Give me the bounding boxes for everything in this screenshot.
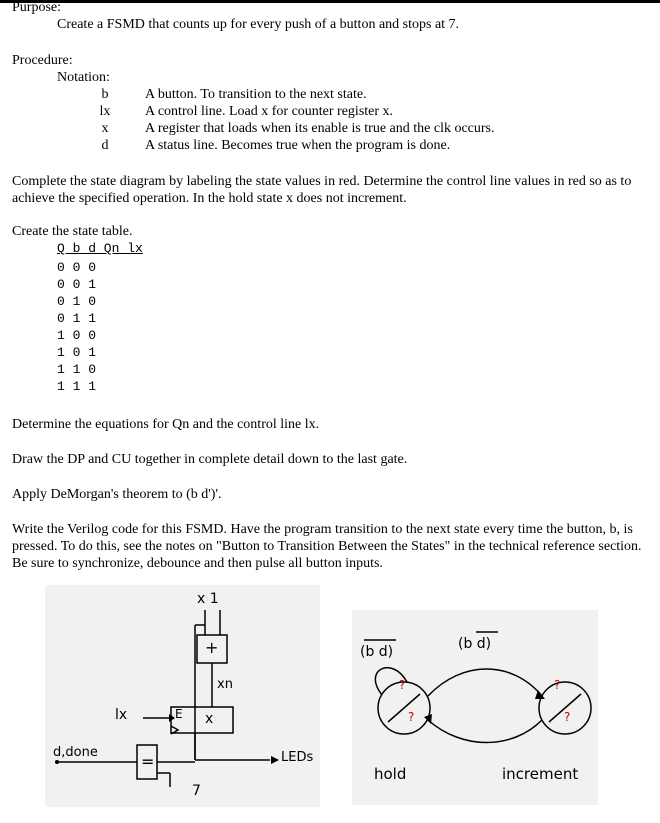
equations-instruction: Determine the equations for Qn and the control line lx.	[12, 417, 320, 432]
enable-label: E	[175, 707, 183, 721]
table-row: 0 1 0	[57, 294, 97, 309]
notation-symbol: lx	[99, 104, 111, 119]
notation-symbol: d	[101, 138, 109, 153]
create-table-instruction: Create the state table.	[12, 224, 133, 239]
procedure-heading: Procedure:	[12, 53, 73, 68]
notation-symbol: b	[101, 87, 109, 102]
lx-label: lx	[115, 707, 128, 723]
notation-symbol: x	[101, 121, 109, 136]
increment-state-name: increment	[502, 765, 579, 783]
hold-state-top-value: ?	[399, 678, 406, 692]
hold-state-bottom-value: ?	[408, 710, 415, 724]
datapath-input-label: x 1	[197, 591, 219, 607]
hold-state-name: hold	[374, 765, 407, 783]
notation-desc: A control line. Load x for counter register x.	[145, 104, 394, 119]
arc-label-right: (b d)	[458, 636, 492, 652]
demorgan-instruction: Apply DeMorgan's theorem to (b d')'.	[12, 487, 222, 502]
table-row: 1 0 1	[57, 345, 97, 360]
complete-diagram-instruction: Complete the state diagram by labeling the state values in red. Determine the control line values in red so as to achieve the specified operation. In the hold state x does not increment.	[12, 174, 632, 206]
notation-desc: A register that loads when its enable is true and the clk occurs.	[145, 121, 495, 136]
table-row: 1 1 1	[57, 379, 97, 394]
datapath-figure	[45, 585, 320, 807]
table-row: 0 0 0	[57, 260, 97, 275]
table-row: 1 1 0	[57, 362, 97, 377]
state-diagram-figure	[352, 610, 598, 805]
table-row: 0 0 1	[57, 277, 97, 292]
arc-label-left: (b d)	[360, 644, 394, 660]
datapath-diagram	[45, 585, 320, 807]
increment-state-bottom-value: ?	[564, 710, 571, 724]
top-rule	[0, 0, 660, 3]
table-row: 1 0 0	[57, 328, 97, 343]
verilog-instruction: Write the Verilog code for this FSMD. Have the program transition to the next state every time the button, b, is pressed. To do this, see the notes on "Button to Transition Between the States" in the technical reference section. Be sure to synchronize, debounce and then pulse all button inputs.	[12, 522, 642, 571]
adder-output-label: xn	[217, 677, 233, 692]
register-label: x	[205, 711, 214, 727]
purpose-heading: Purpose:	[12, 0, 61, 15]
increment-state-top-value: ?	[554, 678, 561, 692]
draw-instruction: Draw the DP and CU together in complete detail down to the last gate.	[12, 452, 408, 467]
adder-symbol: +	[205, 638, 219, 657]
state-table-header: Q b d Qn lx	[57, 241, 143, 256]
notation-desc: A status line. Becomes true when the program is done.	[145, 138, 451, 153]
notation-desc: A button. To transition to the next state.	[145, 87, 367, 102]
table-row: 0 1 1	[57, 311, 97, 326]
purpose-text: Create a FSMD that counts up for every push of a button and stops at 7.	[57, 17, 460, 32]
compare-symbol: =	[141, 752, 155, 771]
constant-label: 7	[192, 783, 201, 799]
done-label: d,done	[53, 745, 98, 760]
notation-heading: Notation:	[57, 70, 110, 85]
leds-label: LEDs	[281, 750, 314, 765]
